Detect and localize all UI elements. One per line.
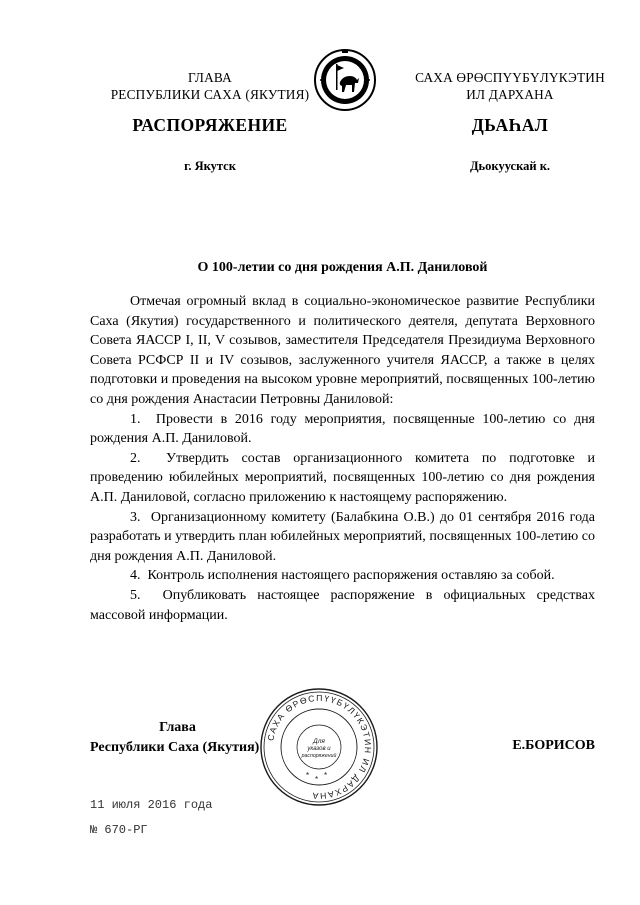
seal-center-line2: указов и — [307, 746, 331, 752]
seal-outer-text: САХА ӨРӨСПҮҮБҮЛҮКЭТИН ИЛ ДАРХАНА — [265, 692, 374, 802]
svg-text:*: * — [315, 775, 319, 784]
header-right-line1: САХА ӨРӨСПҮҮБҮЛҮКЭТИН — [415, 70, 605, 85]
signature-position-line1: Глава — [159, 720, 196, 735]
signature-position-line2: Республики Саха (Якутия) — [90, 740, 260, 755]
signatory-name: Е.БОРИСОВ — [512, 738, 595, 753]
list-item: 1. Провести в 2016 году мероприятия, посвященные 100-летию со дня рождения А.П. Даниловой. — [90, 411, 595, 447]
seal-center-line1: Для — [313, 738, 325, 745]
list-item: 4. Контроль исполнения настоящего распоряжения оставляю за собой. — [130, 568, 555, 584]
signature-position — [90, 718, 265, 758]
city-yakut: Дьокуускай к. — [469, 159, 551, 173]
header-left-line1: ГЛАВА — [188, 70, 232, 85]
header-right — [385, 69, 635, 103]
svg-text:*: * — [324, 771, 328, 780]
list-item: 5. Опубликовать настоящее распоряжение в официальных средствах массовой информации. — [90, 587, 595, 623]
list-item: 3. Организационному комитету (Балабкина О.В.) до 01 сентября 2016 года разработать и утвердить план юбилейных мероприятий, посвященных 100-летию со дня рождения А.П. Даниловой. — [90, 509, 595, 564]
seal-star-icon — [306, 771, 327, 784]
title-yakut: ДЬАҺАЛ — [471, 115, 549, 135]
document-number: № 670-РГ — [90, 823, 148, 837]
document-title: О 100-летии со дня рождения А.П. Даниловой — [197, 260, 488, 275]
coat-of-arms-emblem — [313, 48, 377, 112]
title-russian: РАСПОРЯЖЕНИЕ — [132, 115, 288, 135]
header-left-line2: РЕСПУБЛИКИ САХА (ЯКУТИЯ) — [110, 87, 310, 102]
document-date: 11 июля 2016 года — [90, 798, 213, 812]
document-body — [90, 292, 595, 625]
official-seal — [258, 686, 380, 808]
svg-text:*: * — [306, 771, 310, 780]
header-right-line2: ИЛ ДАРХАНА — [466, 87, 554, 102]
list-item: 2. Утвердить состав организационного комитета по подготовке и проведению юбилейных мероприятий, посвященных 100-летию со дня рождения А.П. Даниловой, согласно приложению к настоящему распоряжению. — [90, 450, 595, 505]
preamble-paragraph: Отмечая огромный вклад в социально-экономическое развитие Республики Саха (Якутия) государственного и политического деятеля, депутата Верховного Совета ЯАССР I, II, V созывов, заместителя Председателя Президиума Верховного Совета РСФСР II и IV созывов, заслуженного учителя ЯАССР, а также в целях подготовки и проведения на высоком уровне мероприятий, посвященных 100-летию со дня рождения Анастасии Петровны Даниловой: — [90, 294, 595, 407]
seal-center-line3: распоряжений — [301, 753, 337, 759]
city-russian: г. Якутск — [184, 159, 236, 173]
